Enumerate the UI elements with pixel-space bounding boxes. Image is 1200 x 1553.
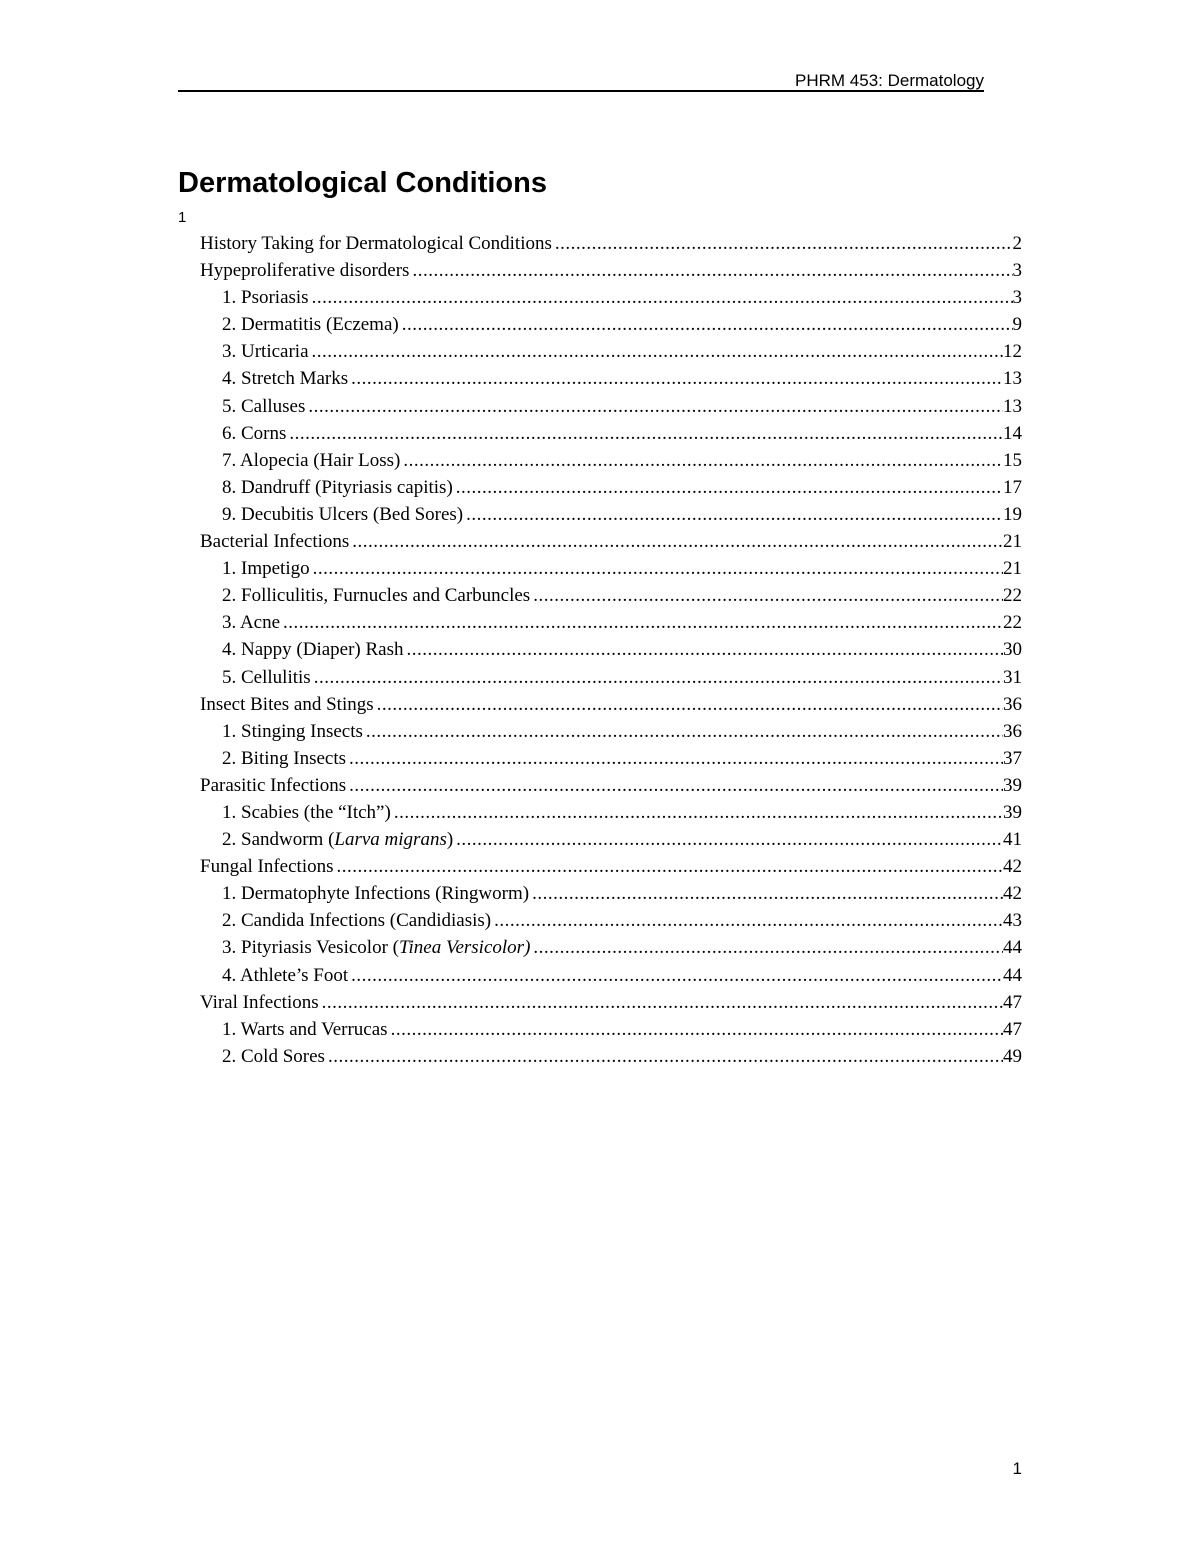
toc-entry-label-text: 1. Warts and Verrucas xyxy=(222,1018,388,1040)
toc-entry-page: 3 xyxy=(1012,287,1022,309)
toc-entry[interactable] xyxy=(200,420,1022,447)
toc-entry-page: 2 xyxy=(1012,233,1022,254)
toc-entry-label-text: Bacterial Infections xyxy=(200,531,350,553)
toc-entry-page: 37 xyxy=(1003,747,1022,769)
toc-entry-label-italic: Larva migrans xyxy=(334,829,447,851)
toc-entry[interactable] xyxy=(200,230,1022,257)
toc-entry[interactable] xyxy=(200,799,1022,826)
toc-entry-label xyxy=(222,311,399,338)
toc-entry[interactable] xyxy=(200,772,1022,799)
dot-leader xyxy=(399,311,1013,338)
toc-entry-label xyxy=(200,989,319,1016)
toc-entry-label-text: 3. Urticaria xyxy=(222,341,309,363)
toc-entry-label xyxy=(222,365,348,392)
toc-entry-label xyxy=(222,880,529,907)
dot-leader xyxy=(346,745,1003,772)
toc-entry[interactable] xyxy=(200,826,1022,853)
toc-entry-label xyxy=(222,582,530,609)
toc-entry[interactable] xyxy=(200,609,1022,636)
toc-heading-number: 1 xyxy=(178,209,187,226)
dot-leader xyxy=(530,582,1003,609)
dot-leader xyxy=(310,555,1003,582)
toc-entry-label-text: 4. Athlete’s Foot xyxy=(222,964,349,986)
toc-entry-label xyxy=(200,230,552,257)
dot-leader xyxy=(391,799,1003,826)
dot-leader xyxy=(388,1016,1003,1043)
toc-entry[interactable] xyxy=(200,555,1022,582)
toc-entry-label-text: 2. Sandworm ( xyxy=(222,829,335,851)
dot-leader xyxy=(311,664,1003,691)
toc-entry-label-text: 2. Folliculitis, Furnucles and Carbuncles xyxy=(222,585,531,607)
dot-leader xyxy=(309,284,1013,311)
toc-entry[interactable] xyxy=(200,257,1022,284)
toc-entry-label xyxy=(222,447,400,474)
toc-entry-page: 39 xyxy=(1003,774,1022,796)
dot-leader xyxy=(286,420,1003,447)
toc-entry-label xyxy=(222,934,530,961)
toc-entry[interactable] xyxy=(200,447,1022,474)
toc-entry[interactable] xyxy=(200,311,1022,338)
toc-entry-page: 22 xyxy=(1003,585,1022,607)
dot-leader xyxy=(453,474,1003,501)
toc-entry-label xyxy=(222,907,491,934)
toc-entry[interactable] xyxy=(200,853,1022,880)
toc-entry-label-text: 2. Dermatitis (Eczema) xyxy=(222,314,399,336)
toc-entry-label xyxy=(222,718,363,745)
dot-leader xyxy=(409,257,1012,284)
toc-entry-page: 47 xyxy=(1003,1018,1022,1040)
toc-entry-page: 36 xyxy=(1003,720,1022,742)
toc-entry-label xyxy=(200,257,409,284)
toc-entry-label xyxy=(222,1043,325,1070)
toc-entry-label-text: 3. Pityriasis Vesicolor ( xyxy=(222,937,399,959)
toc-entry-page: 12 xyxy=(1003,341,1022,363)
header-rule xyxy=(178,90,984,92)
toc-entry-page: 19 xyxy=(1003,503,1022,525)
dot-leader xyxy=(309,338,1003,365)
dot-leader xyxy=(453,826,1003,853)
dot-leader xyxy=(491,907,1003,934)
toc-entry-label xyxy=(222,636,404,663)
toc-entry-page: 21 xyxy=(1003,558,1022,580)
toc-entry-label-text: 1. Impetigo xyxy=(222,558,310,580)
toc-entry-page: 17 xyxy=(1003,476,1022,498)
dot-leader xyxy=(348,962,1003,989)
toc-entry[interactable] xyxy=(200,528,1022,555)
toc-entry-label xyxy=(200,528,349,555)
toc-entry-label xyxy=(222,338,309,365)
toc-entry-label xyxy=(222,284,309,311)
toc-entry-page: 43 xyxy=(1003,910,1022,932)
toc-entry-label-text: 1. Stinging Insects xyxy=(222,720,363,742)
dot-leader xyxy=(530,934,1003,961)
toc-entry-label xyxy=(222,420,286,447)
toc-entry-page: 42 xyxy=(1003,856,1022,878)
toc-entry-label xyxy=(200,772,346,799)
running-header: PHRM 453: Dermatology xyxy=(795,71,984,90)
toc-entry-label-text: 2. Candida Infections (Candidiasis) xyxy=(222,910,492,932)
toc-entry[interactable] xyxy=(200,934,1022,961)
toc-entry-label-italic: Tinea Versicolor) xyxy=(398,937,531,959)
toc-entry-page: 47 xyxy=(1003,991,1022,1013)
toc-entry-label-suffix: ) xyxy=(446,829,454,851)
dot-leader xyxy=(334,853,1003,880)
toc-entry-page: 31 xyxy=(1003,666,1022,688)
toc-entry-label xyxy=(222,501,463,528)
dot-leader xyxy=(404,636,1003,663)
toc-entry-page: 44 xyxy=(1003,964,1022,986)
toc-entry-label xyxy=(222,962,348,989)
dot-leader xyxy=(280,609,1003,636)
toc-entry-page: 13 xyxy=(1003,368,1022,390)
toc-entry-page: 30 xyxy=(1003,639,1022,661)
dot-leader xyxy=(348,365,1003,392)
toc-entry-label-text: 2. Cold Sores xyxy=(222,1045,325,1067)
page-number: 1 xyxy=(1012,1459,1022,1478)
toc-entry-label xyxy=(222,826,453,853)
toc-entry-page: 36 xyxy=(1003,693,1022,715)
toc-entry-label xyxy=(200,691,374,718)
toc-entry[interactable] xyxy=(200,907,1022,934)
toc-entry-page: 14 xyxy=(1003,422,1022,444)
toc-entry-label-text: 8. Dandruff (Pityriasis capitis) xyxy=(222,476,453,498)
toc-entry-label-text: Viral Infections xyxy=(200,991,319,1013)
dot-leader xyxy=(349,528,1003,555)
dot-leader xyxy=(325,1043,1003,1070)
toc-entry-page: 41 xyxy=(1003,829,1022,851)
toc-entry-label-text: 3. Acne xyxy=(222,612,281,634)
toc-entry[interactable] xyxy=(200,1043,1022,1070)
toc-entry-label-text: 5. Calluses xyxy=(222,395,306,417)
toc-entry-page: 49 xyxy=(1003,1045,1022,1067)
toc-entry-label-text: History Taking for Dermatological Conditions xyxy=(200,233,552,254)
toc-entry[interactable] xyxy=(200,962,1022,989)
dot-leader xyxy=(529,880,1003,907)
toc-entry[interactable] xyxy=(200,501,1022,528)
toc-entry-page: 44 xyxy=(1003,937,1022,959)
toc-entry[interactable] xyxy=(200,718,1022,745)
toc-entry[interactable] xyxy=(200,338,1022,365)
page-title: Dermatological Conditions xyxy=(178,167,547,199)
toc-entry[interactable] xyxy=(200,474,1022,501)
toc-entry[interactable] xyxy=(200,745,1022,772)
toc-entry-label xyxy=(222,609,280,636)
toc-entry[interactable] xyxy=(200,284,1022,311)
dot-leader xyxy=(363,718,1003,745)
toc-entry-label-text: 2. Biting Insects xyxy=(222,747,347,769)
toc-entry-label-text: Insect Bites and Stings xyxy=(200,693,374,715)
toc-entry-page: 39 xyxy=(1003,801,1022,823)
toc-entry-label xyxy=(222,664,311,691)
toc-entry-page: 22 xyxy=(1003,612,1022,634)
dot-leader xyxy=(319,989,1003,1016)
toc-entry-label-text: 5. Cellulitis xyxy=(222,666,311,688)
dot-leader xyxy=(400,447,1003,474)
dot-leader xyxy=(346,772,1003,799)
toc-entry-page: 15 xyxy=(1003,449,1022,471)
toc-entry-page: 42 xyxy=(1003,883,1022,905)
dot-leader xyxy=(305,393,1003,420)
toc-entry-label-text: 1. Scabies (the “Itch”) xyxy=(222,801,391,823)
toc-entry-label-text: Hypeproliferative disorders xyxy=(200,260,410,282)
toc-entry-page: 13 xyxy=(1003,395,1022,417)
toc-entry-label xyxy=(222,474,453,501)
toc-entry-label-text: 4. Stretch Marks xyxy=(222,368,349,390)
toc-entry-label-text: 6. Corns xyxy=(222,422,287,444)
toc-entry[interactable] xyxy=(200,664,1022,691)
toc-entry-label xyxy=(200,853,334,880)
toc-entry-label-text: Fungal Infections xyxy=(200,856,334,878)
toc-entry[interactable] xyxy=(200,880,1022,907)
toc-entry[interactable] xyxy=(200,365,1022,392)
toc-entry-label-text: 9. Decubitis Ulcers (Bed Sores) xyxy=(222,503,464,525)
dot-leader xyxy=(552,230,1013,257)
toc-entry-page: 3 xyxy=(1012,260,1022,282)
toc-entry-label-text: 1. Dermatophyte Infections (Ringworm) xyxy=(222,883,530,905)
toc-entry-label-text: 4. Nappy (Diaper) Rash xyxy=(222,639,404,661)
toc-entry-label xyxy=(222,555,310,582)
dot-leader xyxy=(463,501,1003,528)
toc-entry-page: 9 xyxy=(1012,314,1022,336)
table-of-contents xyxy=(200,230,1022,1070)
toc-entry-label xyxy=(222,799,391,826)
dot-leader xyxy=(374,691,1003,718)
toc-entry-label xyxy=(222,745,346,772)
toc-entry-label xyxy=(222,393,305,420)
toc-entry[interactable] xyxy=(200,1016,1022,1043)
toc-entry-label xyxy=(222,1016,388,1043)
toc-entry-page: 21 xyxy=(1003,531,1022,553)
toc-entry-label-text: 1. Psoriasis xyxy=(222,287,309,309)
toc-entry[interactable] xyxy=(200,636,1022,663)
toc-entry[interactable] xyxy=(200,691,1022,718)
toc-entry-label-text: 7. Alopecia (Hair Loss) xyxy=(222,449,401,471)
toc-entry[interactable] xyxy=(200,989,1022,1016)
toc-entry-label-text: Parasitic Infections xyxy=(200,774,347,796)
toc-entry[interactable] xyxy=(200,582,1022,609)
toc-entry[interactable] xyxy=(200,393,1022,420)
